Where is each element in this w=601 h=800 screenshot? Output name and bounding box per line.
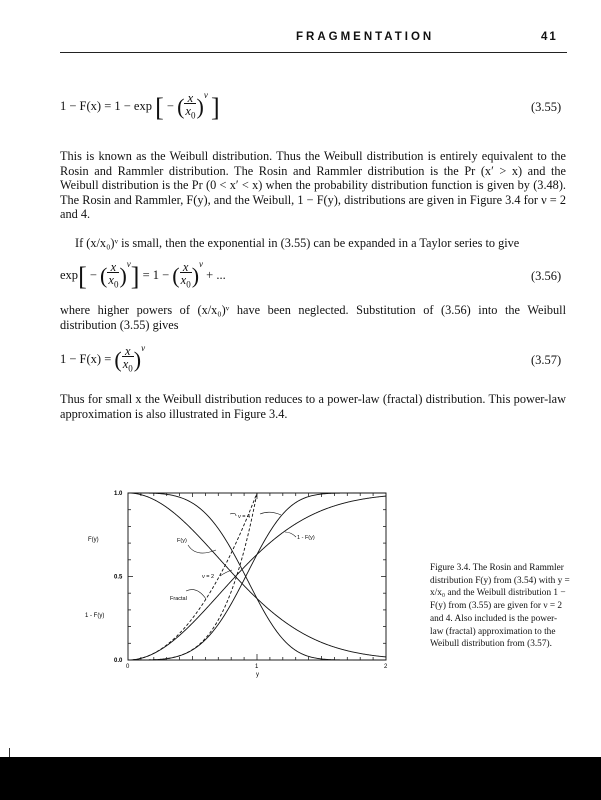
eq355-paren-open: ( bbox=[177, 94, 185, 119]
annotation-nu4: ν = 4 bbox=[238, 514, 251, 520]
leader-nu4-left bbox=[230, 513, 236, 516]
leader-one-minus-fy bbox=[285, 532, 296, 537]
x-tick-label: 0 bbox=[126, 664, 130, 670]
y-tick-label: 1.0 bbox=[114, 491, 123, 497]
paragraph-4: Thus for small x the Weibull distribution reduces to a power-law (fractal) distribution. This power-law approximation is also illustrated in Figure 3.4. bbox=[60, 392, 566, 421]
series-line-2 bbox=[128, 496, 386, 660]
page-number: 41 bbox=[541, 31, 558, 43]
plot-border bbox=[128, 493, 386, 660]
leader-nu4-right bbox=[260, 512, 281, 515]
eq356-exponent-1: ν bbox=[126, 259, 131, 269]
x-tick-label: 1 bbox=[255, 664, 259, 670]
eq357-label: (3.57) bbox=[531, 353, 562, 367]
figure-caption: Figure 3.4. The Rosin and Rammler distribution F(y) from (3.54) with y = x/x₀ and the Weibull distribution 1 − F(y) from (3.55) are given for ν = 2 and 4. Also included is the power-law (fractal) approximation to the Weibull distribution from (3.57). bbox=[430, 563, 570, 650]
equation-3-56: $\exp[ - (\frac{x}{x_0})^\nu] = 1 - (\frac{x}{x_0})^\nu$ + ... bbox=[60, 259, 226, 291]
series-line-3 bbox=[128, 493, 386, 660]
equation-3-57: $1 - F(x) = (\frac{x}{x_0})^\nu$ bbox=[60, 343, 146, 374]
annotation-fractal: Fractal bbox=[170, 596, 187, 602]
annotation-fy: F(y) bbox=[177, 538, 187, 544]
eq355-denominator: $x_0$ bbox=[185, 103, 196, 121]
eq356-exponent-2: ν bbox=[199, 259, 204, 269]
eq355-label: (3.55) bbox=[531, 100, 562, 114]
eq357-fraction: $\frac{x}{x_0}$ bbox=[122, 343, 133, 374]
eq356-minus: − bbox=[89, 268, 97, 282]
eq355-lhs: 1 − F(x) = 1 − exp bbox=[60, 99, 152, 113]
eq355-exponent: ν bbox=[203, 90, 208, 100]
eq355-paren-close: ) bbox=[196, 94, 204, 119]
plot-frame bbox=[128, 493, 386, 660]
leader-fractal bbox=[186, 590, 206, 599]
paragraph-3: where higher powers of (x/x₀)ᵛ have been neglected. Substitution of (3.56) into the Weibull distribution (3.55) gives bbox=[60, 303, 566, 332]
running-header-title: FRAGMENTATION bbox=[296, 31, 435, 43]
annotation-one-minus-fy: 1 - F(y) bbox=[297, 535, 315, 541]
paragraph-2: If (x/x₀)ᵛ is small, then the exponential in (3.55) can be expanded in a Taylor series to give bbox=[75, 236, 520, 250]
annotation-nu2: ν = 2 bbox=[202, 574, 215, 580]
scan-black-bar bbox=[0, 757, 601, 800]
eq357-exponent: ν bbox=[141, 343, 146, 353]
eq355-minus: − bbox=[166, 99, 174, 113]
x-tick-label: 2 bbox=[384, 664, 388, 670]
eq356-bracket-close: ] bbox=[130, 262, 140, 291]
series-line-1 bbox=[128, 493, 386, 660]
eq356-label: (3.56) bbox=[531, 269, 562, 283]
eq355-numerator: x bbox=[187, 90, 194, 105]
series-line-0 bbox=[128, 493, 386, 657]
plot-curves bbox=[128, 493, 386, 660]
y-label-bottom: 1 - F(y) bbox=[85, 613, 105, 619]
y-label-top: F(y) bbox=[88, 537, 99, 543]
eq355-bracket-open: [ bbox=[155, 93, 164, 122]
eq356-bracket-open: [ bbox=[78, 262, 87, 291]
y-tick-label: 0.0 bbox=[114, 658, 123, 664]
eq356-fraction-1: $\frac{x}{x_0}$ bbox=[108, 259, 119, 290]
paragraph-1: This is known as the Weibull distribution. Thus the Weibull distribution is entirely equivalent to the Rosin and Rammler distribution. The Rosin and Rammler distribution is the Pr (x′ > x) and the Weibull distribution is the Pr (0 < x′ < x) when the probability distribution function is given by (3.48). The Rosin and Rammler, F(y), and the Weibull, 1 − F(y), distributions are given in Figure 3.4 for ν = 2 and 4. bbox=[60, 149, 566, 222]
eq357-lhs: 1 − F(x) = bbox=[60, 352, 112, 366]
eq356-tail: + ... bbox=[206, 268, 226, 282]
x-axis-label: y bbox=[256, 672, 259, 678]
leader-fy bbox=[188, 545, 216, 553]
y-tick-label: 0.5 bbox=[114, 574, 123, 581]
eq356-fraction-2: $\frac{x}{x_0}$ bbox=[180, 259, 191, 290]
eq355-bracket-close: ] bbox=[210, 93, 220, 122]
eq356-prefix: exp bbox=[60, 268, 79, 282]
axis-ticks bbox=[114, 491, 388, 670]
eq356-equals: = 1 − bbox=[142, 268, 170, 282]
